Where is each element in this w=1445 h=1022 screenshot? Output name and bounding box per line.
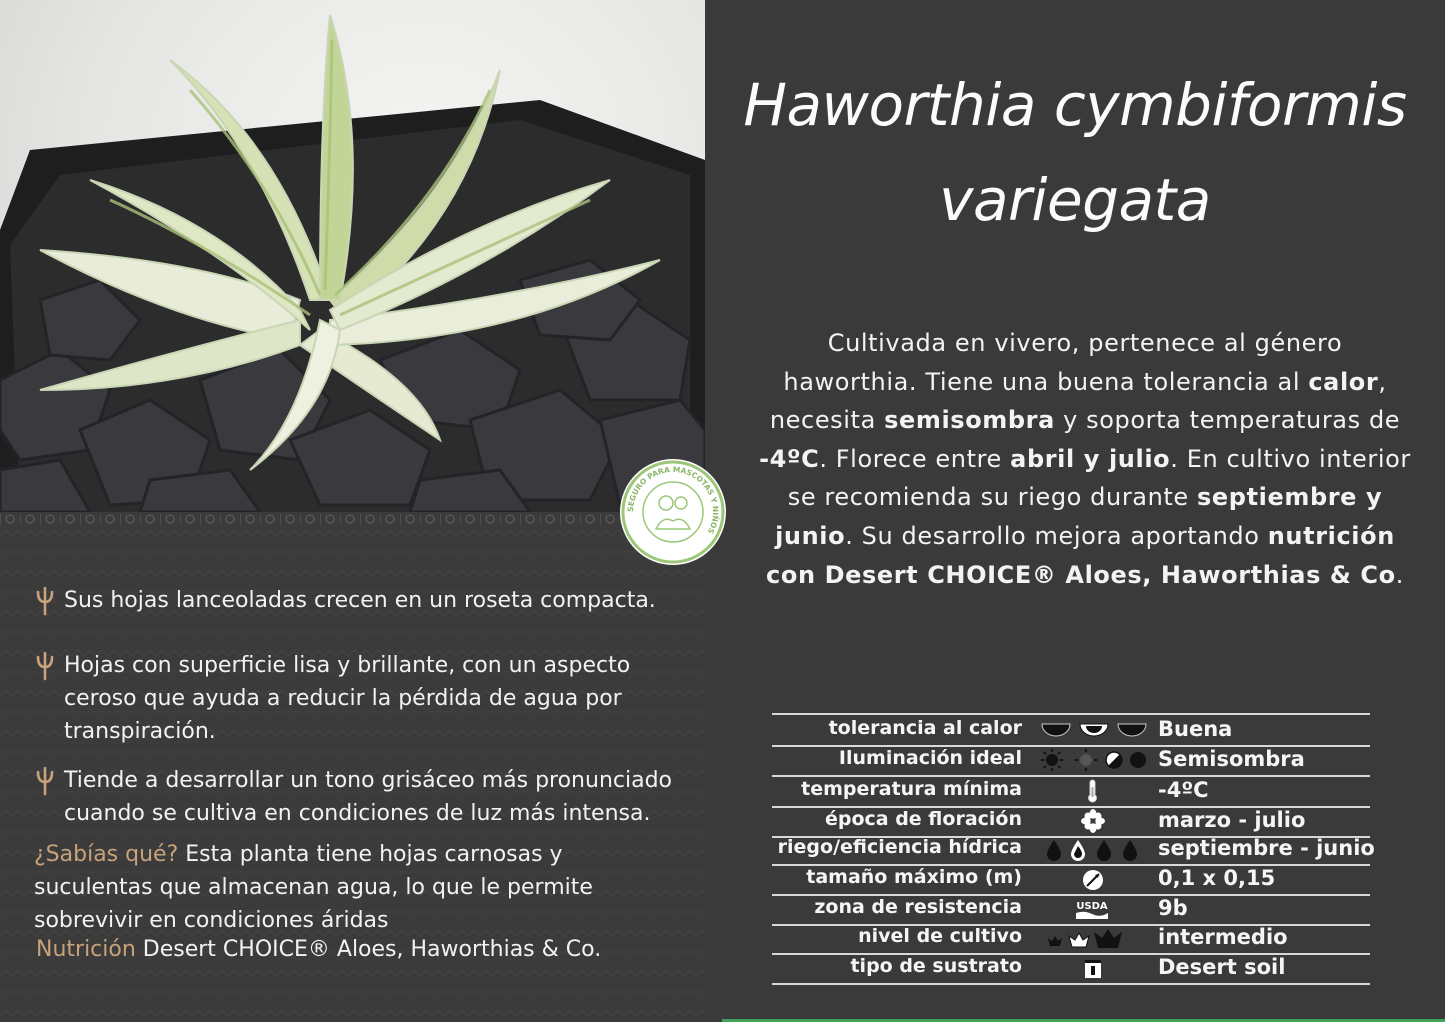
spec-row-hardiness [772, 894, 1370, 926]
spec-label: riego/eficiencia hídrica [777, 836, 1022, 858]
spec-value: septiembre - junio [1158, 836, 1375, 860]
decorative-pattern [0, 512, 705, 526]
desc-line: -4ºC. Florece entre abril y julio. En cultivo interior [759, 444, 1411, 473]
water-drops-icon [1038, 837, 1148, 861]
spec-row-substrate [772, 953, 1370, 985]
desc-line: con Desert CHOICE® Aloes, Haworthias & Co. [766, 560, 1404, 589]
desc-line: Cultivada en vivero, pertenece al género [827, 329, 1343, 357]
title-line-2: variegata [939, 166, 1211, 234]
did-you-know [34, 838, 684, 937]
spec-value: Semisombra [1158, 747, 1305, 771]
thermometer-icon [1038, 779, 1148, 803]
spec-row-cultivation [772, 923, 1370, 955]
spec-label: zona de resistencia [814, 896, 1022, 918]
pet-safe-stamp [618, 457, 728, 567]
plant-title [725, 58, 1425, 248]
crown-icon [1038, 926, 1148, 950]
spec-label: Iluminación ideal [838, 747, 1022, 769]
spec-row-min-temp [772, 776, 1370, 808]
spec-value: -4ºC [1158, 778, 1209, 802]
cactus-icon [34, 766, 56, 796]
svg-text:USDA: USDA [1076, 901, 1108, 912]
spec-value: intermedio [1158, 925, 1288, 949]
desc-line: necesita semisombra y soporta temperaturas de [769, 406, 1401, 435]
desc-line: se recomienda su riego durante septiembre y [787, 483, 1383, 512]
spec-value: Buena [1158, 717, 1233, 741]
plant-photo [0, 0, 705, 512]
did-you-know-text: Esta planta tiene hojas carnosas y suculentas que almacenan agua, lo que le permite sobrevivir en condiciones áridas [34, 842, 593, 933]
spec-label: nivel de cultivo [858, 925, 1022, 947]
flower-icon [1038, 809, 1148, 833]
spec-label: tamaño máximo (m) [806, 866, 1022, 888]
feature-text: Sus hojas lanceoladas crecen en un roseta compacta. [64, 588, 656, 613]
feature-text: Tiende a desarrollar un tono grisáceo más pronunciado cuando se cultiva en condiciones de luz más intensa. [64, 768, 672, 826]
spec-value: 9b [1158, 896, 1188, 920]
feature-text: Hojas con superficie lisa y brillante, con un aspecto ceroso que ayuda a reducir la pérdida de agua por transpiración. [64, 653, 631, 744]
stamp-text: SEGURO PARA MASCOTAS Y NIÑOS [625, 464, 721, 536]
size-icon [1038, 867, 1148, 891]
spec-row-watering [772, 834, 1375, 866]
spec-label: tipo de sustrato [850, 955, 1022, 977]
nutrition-label: Nutrición [36, 937, 136, 962]
substrate-icon [1038, 956, 1148, 980]
spec-label: tolerancia al calor [828, 717, 1022, 739]
heat-tolerance-icon [1038, 718, 1148, 742]
spec-row-light [772, 745, 1370, 777]
desc-line: haworthia. Tiene una buena tolerancia al calor, [783, 367, 1387, 396]
did-you-know-label: ¿Sabías qué? [34, 842, 179, 867]
spec-label: temperatura mínima [801, 778, 1022, 800]
plant-image [0, 0, 705, 512]
spec-row-max-size [772, 864, 1370, 896]
light-icon [1038, 748, 1148, 772]
spec-row-heat [772, 713, 1370, 747]
spec-value: marzo - julio [1158, 808, 1306, 832]
nutrition-text: Desert CHOICE® Aloes, Haworthias & Co. [135, 937, 602, 962]
spec-value: Desert soil [1158, 955, 1286, 979]
plant-description [745, 324, 1425, 594]
title-line-1: Haworthia cymbiformis [743, 71, 1407, 139]
cactus-icon [34, 586, 56, 616]
desc-line: junio. Su desarrollo mejora aportando nutrición [775, 521, 1395, 550]
nutrition-line [36, 933, 601, 966]
spec-label: época de floración [824, 808, 1022, 830]
spec-value: 0,1 x 0,15 [1158, 866, 1276, 890]
usda-icon [1038, 897, 1148, 921]
cactus-icon [34, 651, 56, 681]
